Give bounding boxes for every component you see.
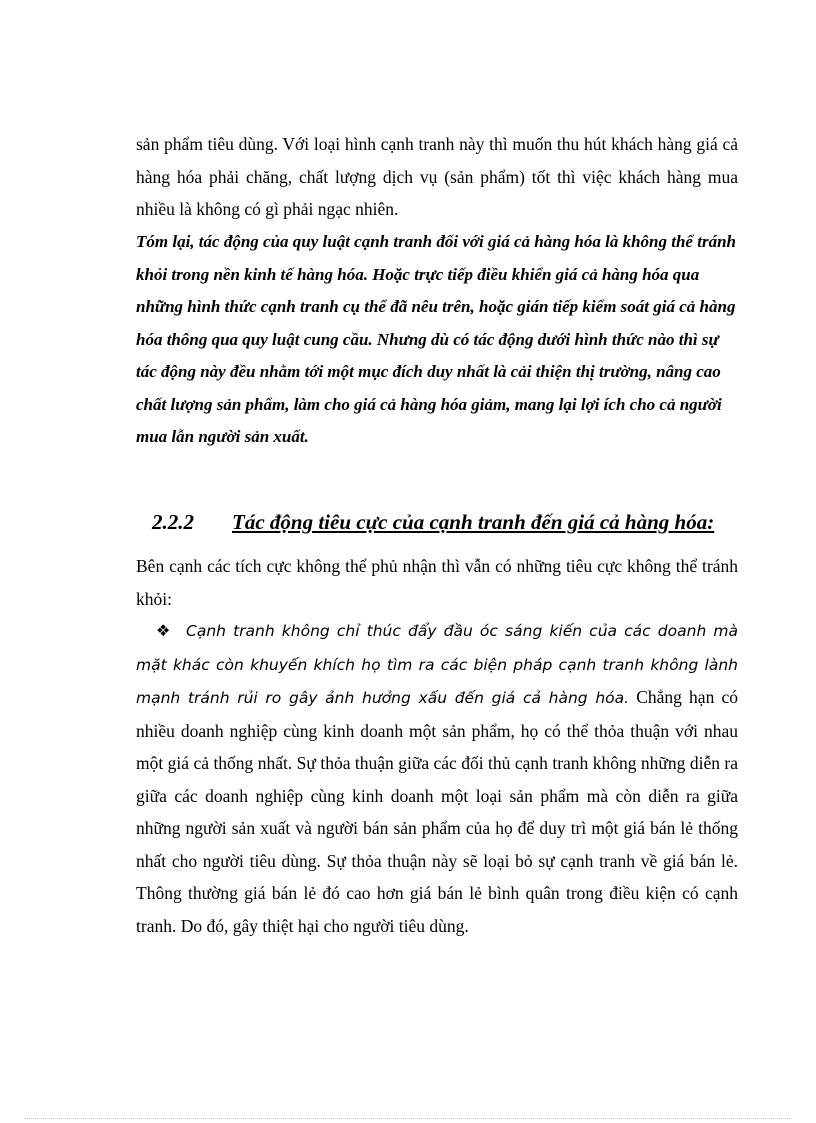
- section-title: Tác động tiêu cực của cạnh tranh đến giá cả hàng hóa:: [232, 510, 715, 534]
- page-bottom-divider: [24, 1118, 792, 1119]
- section-heading: [152, 506, 752, 538]
- negative-intro-paragraph: Bên cạnh các tích cực không thể phủ nhận thì vẫn có những tiêu cực không thể tránh khỏi:: [136, 556, 738, 609]
- section-number: 2.2.2: [152, 510, 194, 534]
- intro-paragraph: sản phẩm tiêu dùng. Với loại hình cạnh tranh này thì muốn thu hút khách hàng giá cả hàng hóa phải chăng, chất lượng dịch vụ (sản phẩm) tốt thì việc khách hàng mua nhiều là không có gì phải ngạc nhiên.: [136, 134, 738, 219]
- bullet-paragraph: [136, 614, 738, 942]
- bullet-body-text: Chẳng hạn có nhiều doanh nghiệp cùng kinh doanh một sản phẩm, họ có thể thỏa thuận với nhau một giá cả thống nhất. Sự thỏa thuận giữa các đối thủ cạnh tranh không những diễn ra giữa các doanh nghiệp cùng kinh doanh một loại sản phẩm mà còn diễn ra giữa những người sản xuất và người bán sản phẩm của họ để duy trì một giá bán lẻ thống nhất cho người tiêu dùng. Sự thỏa thuận này sẽ loại bỏ sự cạnh tranh về giá bán lẻ. Thông thường giá bán lẻ đó cao hơn giá bán lẻ bình quân trong điều kiện có cạnh tranh. Do đó, gây thiệt hại cho người tiêu dùng.: [136, 687, 738, 936]
- diamond-bullet-icon: ❖: [156, 621, 171, 640]
- bullet-italic-text: Cạnh tranh không chỉ thúc đẩy đầu óc sáng kiến của các doanh mà mặt khác còn khuyến khích họ tìm ra các biện pháp cạnh tranh không lành mạnh tránh rủi ro gây ảnh hưởng xấu đến giá cả hàng hóa.: [136, 622, 738, 707]
- summary-paragraph: Tóm lại, tác động của quy luật cạnh tranh đối với giá cả hàng hóa là không thể tránh khỏi trong nền kinh tế hàng hóa. Hoặc trực tiếp điều khiển giá cả hàng hóa qua những hình thức cạnh tranh cụ thể đã nêu trên, hoặc gián tiếp kiểm soát giá cả hàng hóa thông qua quy luật cung cầu. Nhưng dù có tác động dưới hình thức nào thì sự tác động này đều nhằm tới một mục đích duy nhất là cải thiện thị trường, nâng cao chất lượng sản phẩm, làm cho giá cả hàng hóa giảm, mang lại lợi ích cho cả người mua lẫn người sản xuất.: [136, 232, 736, 446]
